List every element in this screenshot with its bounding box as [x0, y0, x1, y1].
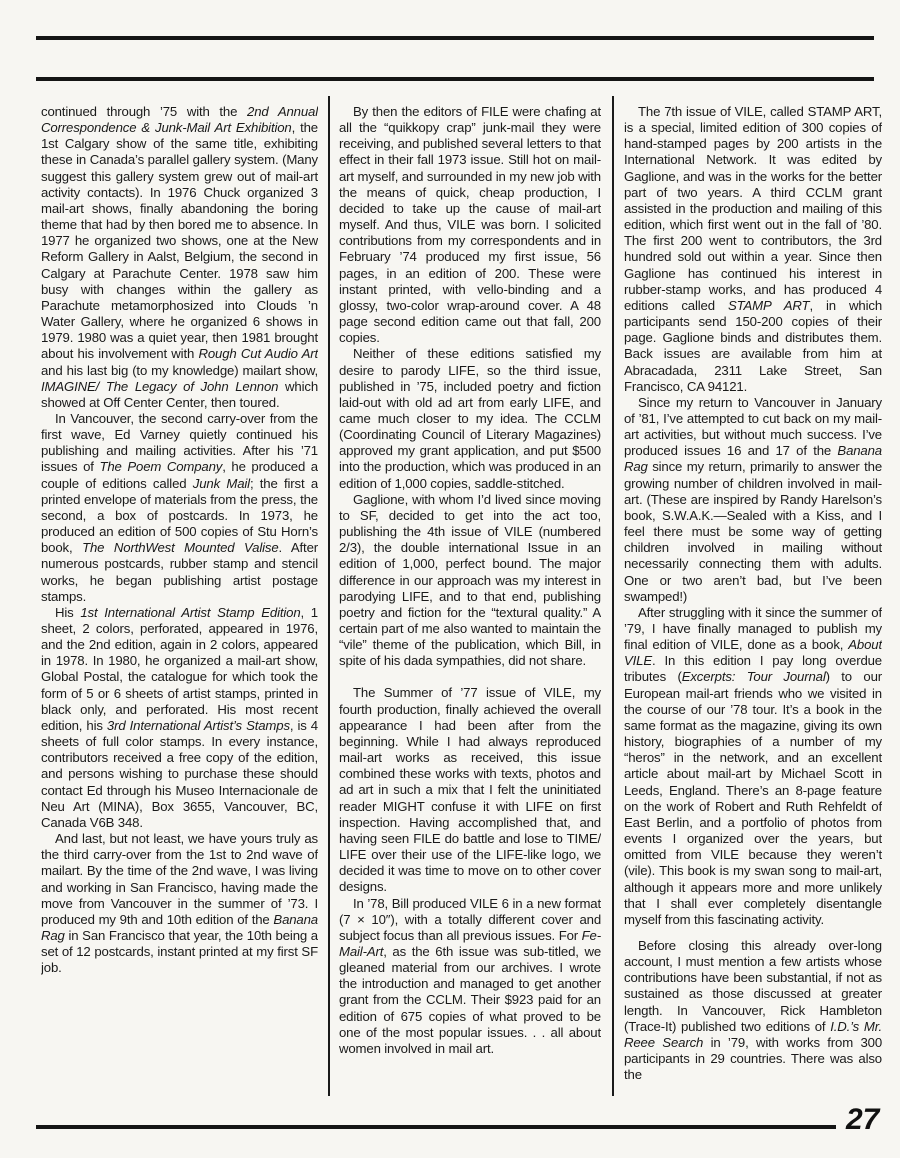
text-run: , is 4 sheets of full color stamps. In every instance, contributors received a free copy of the edition, and persons wishing to purchase these should contact Ed through his Museo Internacionale de Neu Art (MINA), Box 3655, Vancouver, BC, Canada V6B 348.: [41, 717, 318, 830]
italic-title: STAMP ART: [727, 297, 810, 313]
text-run: , the 1st Calgary show of the same title, exhibiting these in Canada’s parallel gallery system. (Many suggest this gallery system grew out of mail-art activity contacts). In 1976 Chuck organized 3 mail-art shows, finally abandoning the boring theme that had by then bored me to absence. In 1977 he organized two shows, one at the New Reform Gallery in Aalst, Belgium, the second in Calgary at Parachute Center. 1978 saw him busy with changes within the gallery as Parachute metamorphosized into Clouds ’n Water Gallery, where he organized 6 shows in 1979. 1980 was a quiet year, then 1981 brought about his involvement with: [41, 120, 318, 362]
text-run: continued through ’75 with the: [41, 104, 248, 119]
italic-title: Fe-Mail-Art: [339, 927, 601, 959]
paragraph: [339, 685, 601, 895]
text-run: Neither of these editions satisfied my desire to parody LIFE, so the third issue, published in ’75, included poetry and fiction laid-out with old ad art from early LIFE, and came much closer to my idea. The CCLM (Coordinating Council of Literary Magazines) approved my grant application, and put $500 into the production, which was produced in an edition of 1,000 copies, saddle-stitched.: [339, 346, 601, 491]
text-run: ) to our European mail-art friends who we visited in the course of our ’78 tour. It’s a book in the same format as the magazine, giving its own history, biographies of a number of my “heros” in the network, and an excellent article about mail-art by Michael Scott in Leeds, England. There’s an 8-page feature on the work of Robert and Ruth Rehfeldt of East Berlin, and a portfolio of photos from events I organized over the years, but omitted from VILE because they weren’t (vile). This book is my swan song to mail-art, although it appears more and more unlikely that I shall ever completely disentangle myself from this fascinating activity.: [624, 669, 882, 927]
italic-title: Banana Rag: [624, 443, 882, 475]
text-column-3: [624, 104, 882, 1104]
text-run: And last, but not least, we have yours truly as the third carry-over from the 1st to 2nd wave of mailart. By the time of the 2nd wave, I was living and working in San Francisco, having made the move from Vancouver in the summer of ’73. I produced my 9th and 10th edition of the: [41, 831, 318, 927]
paragraph: [624, 605, 882, 928]
paragraph: [624, 395, 882, 605]
italic-title: 1st International Artist Stamp Edition: [80, 604, 301, 620]
italic-title: 2nd Annual Correspondence & Junk-Mail Art Exhibition: [41, 104, 318, 136]
text-run: in San Francisco that year, the 10th being a set of 12 postcards, instant printed at my first SF job.: [41, 927, 318, 976]
italic-title: Excerpts: Tour Journal: [681, 669, 826, 685]
text-run: since my return, primarily to answer the growing number of children involved in mail-art. (These are inspired by Randy Harelson’s book, S.W.A.K.—Sealed with a Kiss, and I feel there must be some way of getting children involved in mailing without necessarily connecting them with adults. One or two aren’t bad, but I’ve been swamped!): [624, 459, 882, 604]
text-run: ; the first a printed envelope of materials from the press, the second, a box of postcards. In 1973, he produced an edition of 500 copies of Stu Horn’s book,: [41, 475, 318, 556]
column-divider-right: [612, 96, 614, 1096]
italic-title: Junk Mail: [192, 475, 250, 491]
page-number: 27: [846, 1103, 880, 1136]
text-run: , 1 sheet, 2 colors, perforated, appeared in 1976, and the 2nd edition, again in 2 colors, appeared in 1978. In 1980, he organized a mail-art show, Global Postal, the catalogue for which took the form of 5 or 6 sheets of artist stamps, printed in black only, and perforated. His most recent edition, his: [41, 604, 318, 733]
paragraph: [41, 831, 318, 976]
text-run: The Summer of ’77 issue of VILE, my fourth production, finally achieved the overall appearance I had been after from the beginning. While I had always reproduced mail-art works as received, this issue combined these works with texts, photos and ad art in such a mix that I felt the uninitiated reader MIGHT confuse it with LIFE on first inspection. Having accomplished that, and having seen FILE do battle and lose to TIME/ LIFE over their use of the LIFE-like logo, we decided it was time to move on to other cover designs.: [339, 685, 601, 895]
paragraph: [41, 411, 318, 605]
text-run: , he produced a couple of editions called: [41, 459, 318, 491]
paragraph: [339, 896, 601, 1058]
italic-title: I.D.’s Mr. Reee Search: [624, 1018, 882, 1050]
text-run: . In this edition I pay long overdue tributes (: [624, 653, 882, 685]
text-run: Gaglione, with whom I’d lived since moving to SF, decided to get into the act too, publishing the 4th issue of VILE (numbered 2/3), the double international Issue in an edition of 1,000, perfect bound. The major difference in our approach was my interest in parodying LIFE, and to that end, publishing poetry and fiction for the “textural quality.” A certain part of me also wanted to maintain the “vile” theme of the publication, which Bill, in spite of his dada sympathies, did not share.: [339, 491, 601, 669]
text-run: In Vancouver, the second carry-over from the first wave, Ed Varney quietly continued his publishing and mailing activities. After his ’71 issues of: [41, 410, 318, 475]
text-run: in ’79, with works from 300 participants in 29 countries. There was also the: [624, 1034, 882, 1083]
text-run: In ’78, Bill produced VILE 6 in a new format (7 × 10″), with a totally different cover and subject focus than all previous issues. For: [339, 895, 601, 943]
text-run: His: [55, 604, 81, 620]
paragraph: [339, 104, 601, 346]
italic-title: Banana Rag: [41, 911, 318, 943]
italic-title: The NorthWest Mounted Valise: [82, 540, 279, 556]
text-run: Before closing this already over-long account, I must mention a few artists whose contributions have been substantial, if not as sustained as those discussed at greater length. In Vancouver, Rick Hambleton (Trace-It) published two editions of: [624, 937, 882, 1034]
header-rule-top: [36, 36, 874, 40]
text-run: , in which participants send 150-200 copies of their page. Gaglione binds and distributes them. Back issues are available from him at Abracadada, 2311 Lake Street, San Francisco, CA 94121.: [624, 297, 882, 394]
text-run: By then the editors of FILE were chafing at all the “quikkopy crap” junk-mail they were receiving, and published several letters to that effect in their fall 1973 issue. Still hot on mail-art myself, and surrounded in my new job with the means of quick, cheap production, I decided to take up the cause of mail-art myself. And thus, VILE was born. I solicited contributions from my correspondents and in February ’74 produced my first issue, 56 pages, in an edition of 200. These were instant printed, with vello-binding and a glossy, two-color wrap-around cover. A 48 page second edition came out that fall, 200 copies.: [339, 104, 601, 346]
text-run: . After numerous postcards, rubber stamp and stencil works, he began publishing artist postage stamps.: [41, 540, 318, 604]
italic-title: About VILE: [624, 637, 882, 669]
italic-title: The Poem Company: [99, 459, 223, 475]
text-run: The 7th issue of VILE, called STAMP ART, is a special, limited edition of 300 copies of hand-stamped pages by 200 artists in the International Network. It was edited by Gaglione, and was in the works for the better part of two years. A third CCLM grant assisted in the production and mailing of this edition, which first went out in the fall of ’80. The first 200 went to contributors, the 3rd hundred sold out within a year. Since then Gaglione has continued his interest in rubber-stamp works, and has produced 4 editions called: [624, 104, 882, 313]
italic-title: Rough Cut Audio Art: [198, 346, 318, 362]
paragraph: [624, 104, 882, 395]
paragraph: [339, 346, 601, 491]
column-divider-left: [328, 96, 330, 1096]
italic-title: 3rd International Artist’s Stamps: [106, 717, 290, 733]
text-run: Since my return to Vancouver in January of ’81, I’ve attempted to cut back on my mail-art activities, but without much success. I’ve produced issues 16 and 17 of the: [624, 394, 882, 459]
text-column-1: [41, 104, 318, 1104]
paragraph: [624, 938, 882, 1083]
footer-rule: [36, 1125, 836, 1129]
italic-title: IMAGINE/ The Legacy of John Lennon: [41, 378, 279, 394]
text-run: After struggling with it since the summer of ’79, I have finally managed to publish my final edition of VILE, done as a book,: [624, 604, 882, 653]
paragraph: [41, 605, 318, 831]
header-rule-bottom: [36, 77, 874, 81]
paragraph: [339, 492, 601, 670]
text-column-2: [339, 104, 601, 1104]
text-run: , as the 6th issue was sub-titled, we gleaned material from our archives. I wrote the introduction and managed to get another grant from the CCLM. Their $923 paid for an edition of 675 copies of what proved to be one of the most popular issues. . . all about women involved in mail art.: [339, 943, 601, 1056]
paragraph: [41, 104, 318, 411]
text-run: and his last big (to my knowledge) mailart show,: [41, 362, 318, 378]
text-run: which showed at Off Center Center, then toured.: [41, 378, 318, 410]
